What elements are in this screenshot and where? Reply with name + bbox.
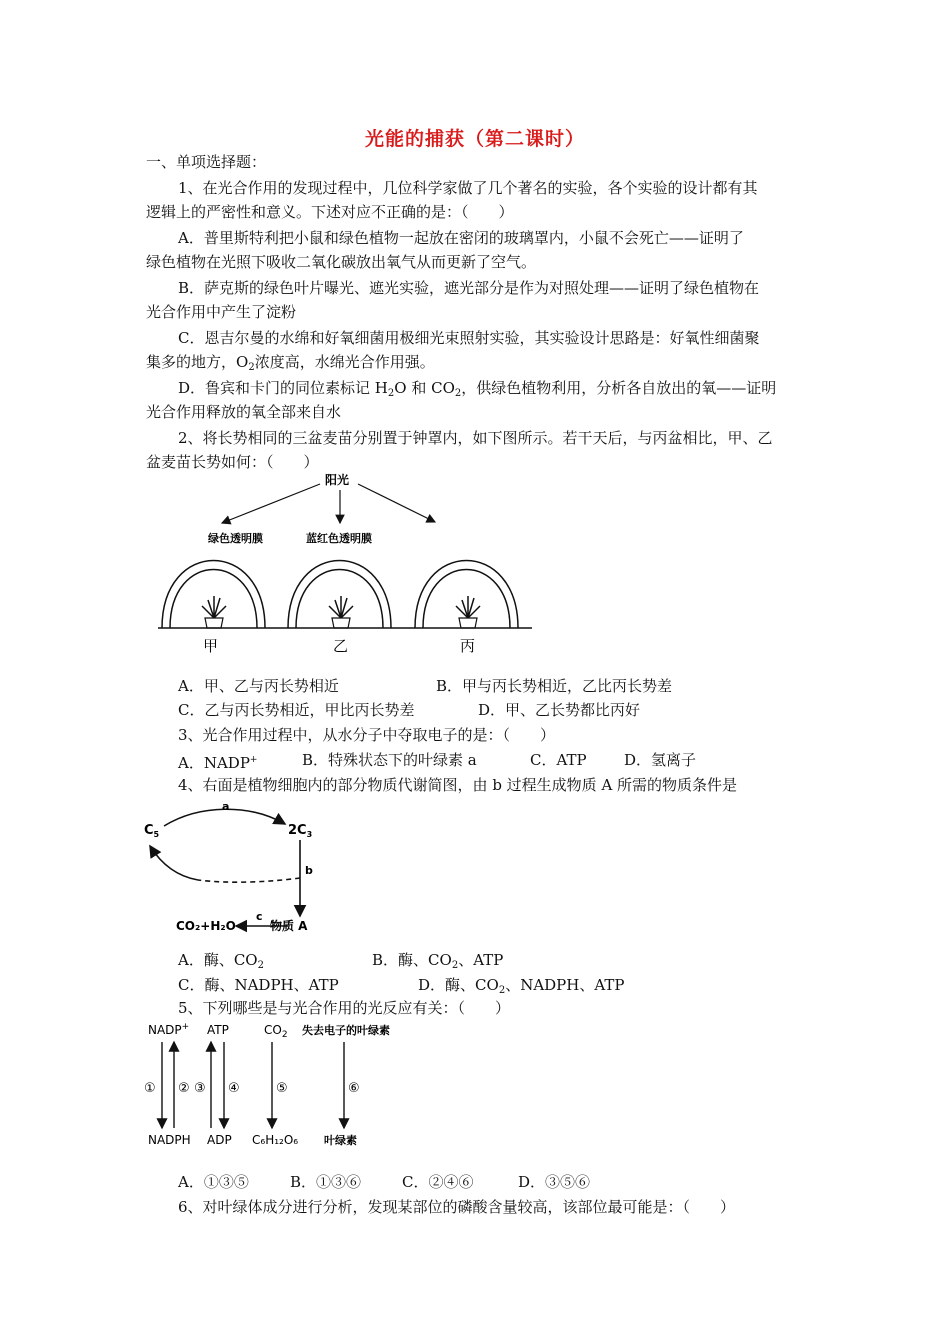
label-c: c	[256, 910, 263, 923]
circled-1: ①	[144, 1081, 156, 1096]
q4-stem: 4、右面是植物细胞内的部分物质代谢简图，由 b 过程生成物质 A 所需的物质条件是	[178, 776, 738, 794]
q1-option-a-line2: 绿色植物在光照下吸收二氧化碳放出氧气从而更新了空气。	[146, 253, 537, 271]
label-b: b	[305, 864, 313, 877]
label-a: a	[222, 800, 230, 813]
sunlight-arrow-right	[358, 484, 435, 522]
circled-3: ③	[194, 1081, 206, 1096]
co2-label: $CO_2$	[264, 1023, 288, 1040]
sunlight-arrow-left	[222, 484, 320, 523]
q3-option-a: A．NADP+	[178, 754, 258, 772]
q4-option-d: D．酶、$CO_2$、NADPH、ATP	[418, 976, 625, 996]
q2-stem-line2: 盆麦苗长势如何：（ ）	[146, 453, 319, 471]
blue-red-film-label: 蓝红色透明膜	[306, 532, 372, 545]
nadph-label: NADPH	[148, 1133, 191, 1147]
light-reaction-figure	[140, 1018, 420, 1153]
calvin-cycle-figure	[140, 798, 340, 943]
q2-option-b: B．甲与丙长势相近，乙比丙长势差	[436, 677, 673, 695]
q1-option-d-line1: D．鲁宾和卡门的同位素标记 $H_2O$ 和 $CO_2$，供绿色植物利用，分析各自放出的氧——证明	[178, 379, 777, 399]
adp-label: ADP	[207, 1133, 232, 1147]
section-heading: 一、单项选择题：	[146, 153, 267, 171]
q3-option-b: B．特殊状态下的叶绿素 a	[302, 751, 477, 769]
jar-label-bing: 丙	[460, 637, 476, 655]
circled-5: ⑤	[276, 1081, 288, 1096]
return-arrow-solid	[150, 846, 198, 880]
q2-stem-line1: 2、将长势相同的三盆麦苗分别置于钟罩内，如下图所示。若干天后，与丙盆相比，甲、乙	[178, 429, 773, 447]
glucose-label: C₆H₁₂O₆	[252, 1133, 299, 1147]
nadp-plus-label: NADP+	[148, 1022, 190, 1037]
atp-label: ATP	[207, 1023, 229, 1037]
c3-label: $2C_3$	[288, 823, 313, 839]
c5-label: $C_5$	[144, 823, 160, 839]
green-film-label: 绿色透明膜	[208, 532, 263, 545]
circled-6: ⑥	[348, 1081, 360, 1096]
q2-option-a: A．甲、乙与丙长势相近	[178, 677, 339, 695]
q1-option-b-line2: 光合作用中产生了淀粉	[146, 303, 297, 321]
q5-option-b: B．①③⑥	[290, 1173, 362, 1191]
q5-option-d: D．③⑤⑥	[518, 1173, 591, 1191]
bell-jar-bing	[415, 561, 518, 629]
q2-option-c: C．乙与丙长势相近，甲比丙长势差	[178, 701, 415, 719]
circled-2: ②	[178, 1081, 190, 1096]
q1-stem-line1: 1、在光合作用的发现过程中，几位科学家做了几个著名的实验，各个实验的设计都有其	[178, 179, 758, 197]
sunlight-label: 阳光	[325, 473, 350, 487]
q3-option-d: D．氢离子	[624, 751, 697, 769]
q2-option-d: D．甲、乙长势都比丙好	[478, 701, 641, 719]
q4-option-b: B．酶、$CO_2$、ATP	[372, 951, 504, 971]
page-title: 光能的捕获（第二课时）	[364, 128, 585, 150]
q1-option-a-line1: A．普里斯特利把小鼠和绿色植物一起放在密闭的玻璃罩内，小鼠不会死亡——证明了	[178, 229, 744, 247]
jar-label-jia: 甲	[203, 637, 219, 655]
q1-option-c-line2: 集多的地方，$O_2$浓度高，水绵光合作用强。	[146, 353, 435, 373]
q6-stem: 6、对叶绿体成分进行分析，发现某部位的磷酸含量较高，该部位最可能是：（ ）	[178, 1198, 736, 1216]
q5-stem: 5、下列哪些是与光合作用的光反应有关：（ ）	[178, 999, 511, 1017]
q1-stem-line2: 逻辑上的严密性和意义。下述对应不正确的是：（ ）	[146, 203, 514, 221]
jar-label-yi: 乙	[333, 637, 349, 655]
q5-option-a: A．①③⑤	[178, 1173, 249, 1191]
co2-h2o-label: CO₂+H₂O	[176, 919, 236, 933]
q1-option-b-line1: B．萨克斯的绿色叶片曝光、遮光实验，遮光部分是作为对照处理——证明了绿色植物在	[178, 279, 760, 297]
electron-lost-chlorophyll-label: 失去电子的叶绿素	[302, 1024, 390, 1037]
circled-4: ④	[228, 1081, 240, 1096]
bell-jar-jia	[162, 561, 265, 629]
return-arrow-dashed	[198, 878, 300, 882]
q4-option-c: C．酶、NADPH、ATP	[178, 976, 339, 994]
bell-jar-yi	[288, 561, 391, 629]
substance-a-label: 物质 A	[270, 919, 308, 933]
q1-option-c-line1: C．恩吉尔曼的水绵和好氧细菌用极细光束照射实验，其实验设计思路是：好氧性细菌聚	[178, 329, 760, 347]
q5-option-c: C．②④⑥	[402, 1173, 474, 1191]
q4-option-a: A．酶、$CO_2$	[178, 951, 264, 971]
q1-option-d-line2: 光合作用释放的氧全部来自水	[146, 403, 342, 421]
q3-stem: 3、光合作用过程中，从水分子中夺取电子的是：（ ）	[178, 726, 556, 744]
q3-option-c: C．ATP	[530, 751, 587, 769]
bell-jar-figure	[150, 470, 550, 660]
chlorophyll-label: 叶绿素	[324, 1134, 357, 1147]
